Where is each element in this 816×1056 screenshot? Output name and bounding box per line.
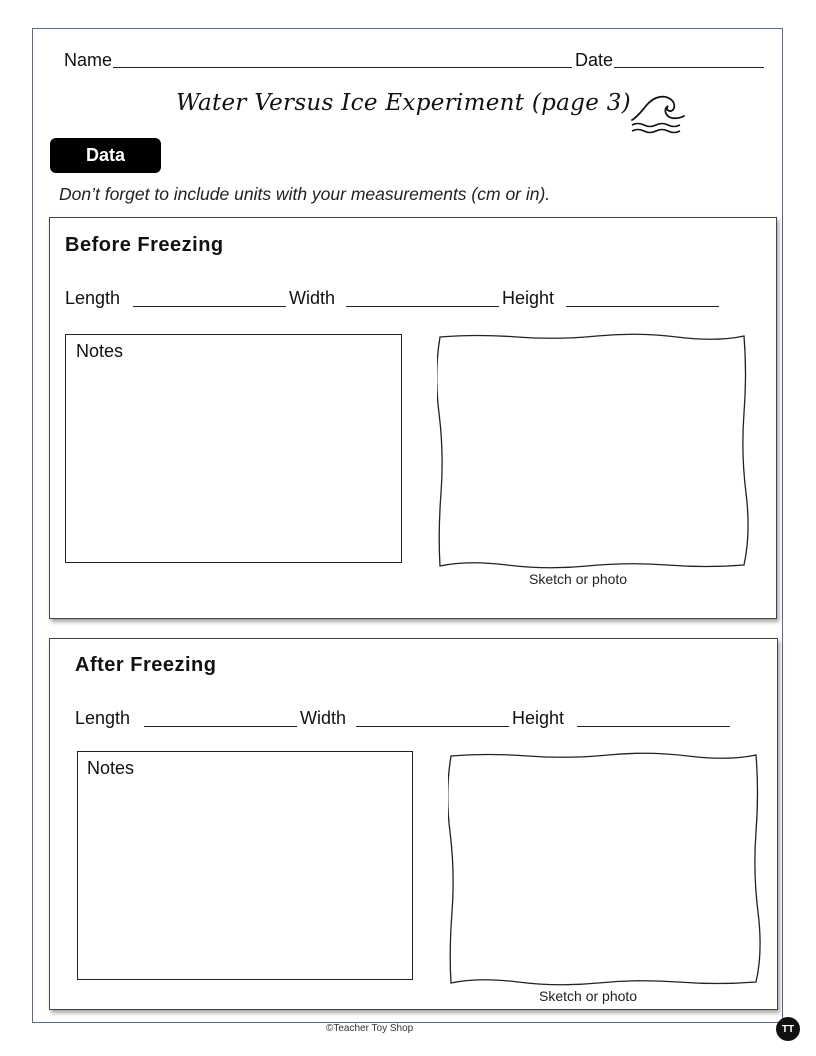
copyright-text: ©Teacher Toy Shop [326, 1023, 414, 1034]
section-title: After Freezing [75, 654, 217, 676]
height-field[interactable] [577, 726, 730, 727]
section-title: Before Freezing [65, 234, 224, 256]
after-freezing-section [49, 638, 778, 1010]
date-label: Date [575, 50, 614, 70]
height-field[interactable] [566, 306, 719, 307]
date-field[interactable] [614, 67, 764, 68]
wave-icon [628, 92, 688, 136]
length-field[interactable] [144, 726, 297, 727]
notes-label: Notes [76, 341, 124, 361]
length-field[interactable] [133, 306, 286, 307]
name-label: Name [64, 50, 113, 70]
sketch-box[interactable] [448, 752, 761, 986]
instruction-text: Don’t forget to include units with your measurements (cm or in). [59, 184, 551, 204]
height-label: Height [502, 288, 555, 308]
height-label: Height [512, 708, 565, 728]
length-label: Length [75, 708, 131, 728]
before-freezing-section [49, 217, 777, 619]
page-title: Water Versus Ice Experiment (page 3) [176, 90, 631, 116]
width-label: Width [289, 288, 336, 308]
notes-label: Notes [87, 758, 135, 778]
sketch-caption: Sketch or photo [529, 571, 628, 587]
width-label: Width [300, 708, 347, 728]
teacher-toy-shop-logo-icon: TT [776, 1017, 800, 1041]
notes-box[interactable] [65, 334, 402, 563]
sketch-caption: Sketch or photo [539, 988, 638, 1004]
sketch-box[interactable] [437, 333, 749, 569]
name-field[interactable] [113, 67, 572, 68]
width-field[interactable] [356, 726, 509, 727]
notes-box[interactable] [77, 751, 413, 980]
data-badge: Data [50, 138, 161, 173]
length-label: Length [65, 288, 121, 308]
width-field[interactable] [346, 306, 499, 307]
